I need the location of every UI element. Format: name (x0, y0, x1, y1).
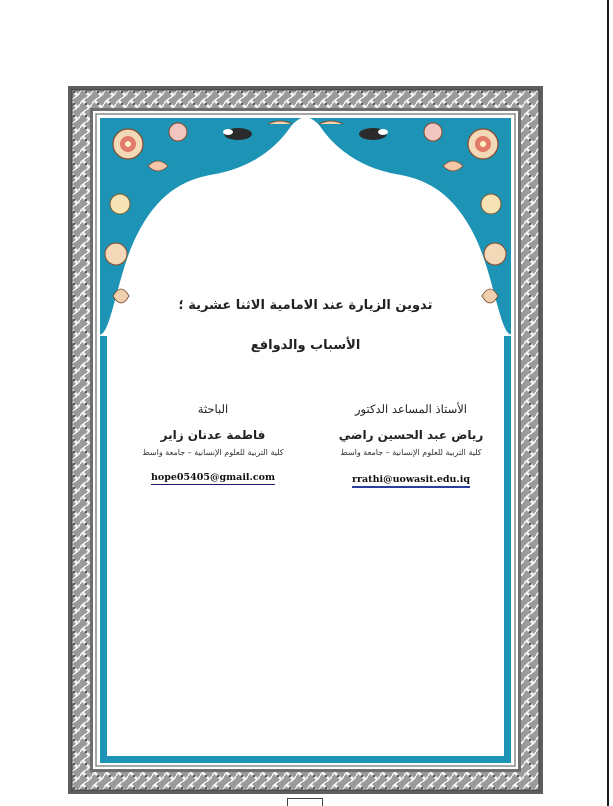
page-edge-rule (607, 0, 609, 806)
author-affiliation: كلية التربية للعلوم الإنسانية – جامعة واسط (142, 448, 284, 457)
document-title: تدوين الزيارة عند الامامية الاثنا عشرية ؛ (178, 298, 433, 313)
author-name: رياض عبد الحسين راضي (338, 428, 484, 442)
decorative-frame (68, 86, 543, 794)
document-body (68, 86, 543, 794)
page-number-tab (287, 798, 323, 806)
document-subtitle: الأسباب والدوافع (250, 338, 361, 353)
author-name: فاطمة عدنان زاير (160, 428, 266, 442)
author-affiliation: كلية التربية للعلوم الإنسانية – جامعة واسط (340, 448, 482, 457)
author-block-1 (316, 402, 506, 488)
author-email-link[interactable]: hope05405@gmail.com (150, 472, 276, 483)
author-role: الباحثة (197, 402, 229, 416)
author-block-2 (118, 402, 308, 485)
author-email-link[interactable]: rrathi@uowasit.edu.iq (352, 474, 470, 488)
author-role: الأستاذ المساعد الدكتور (355, 402, 467, 416)
